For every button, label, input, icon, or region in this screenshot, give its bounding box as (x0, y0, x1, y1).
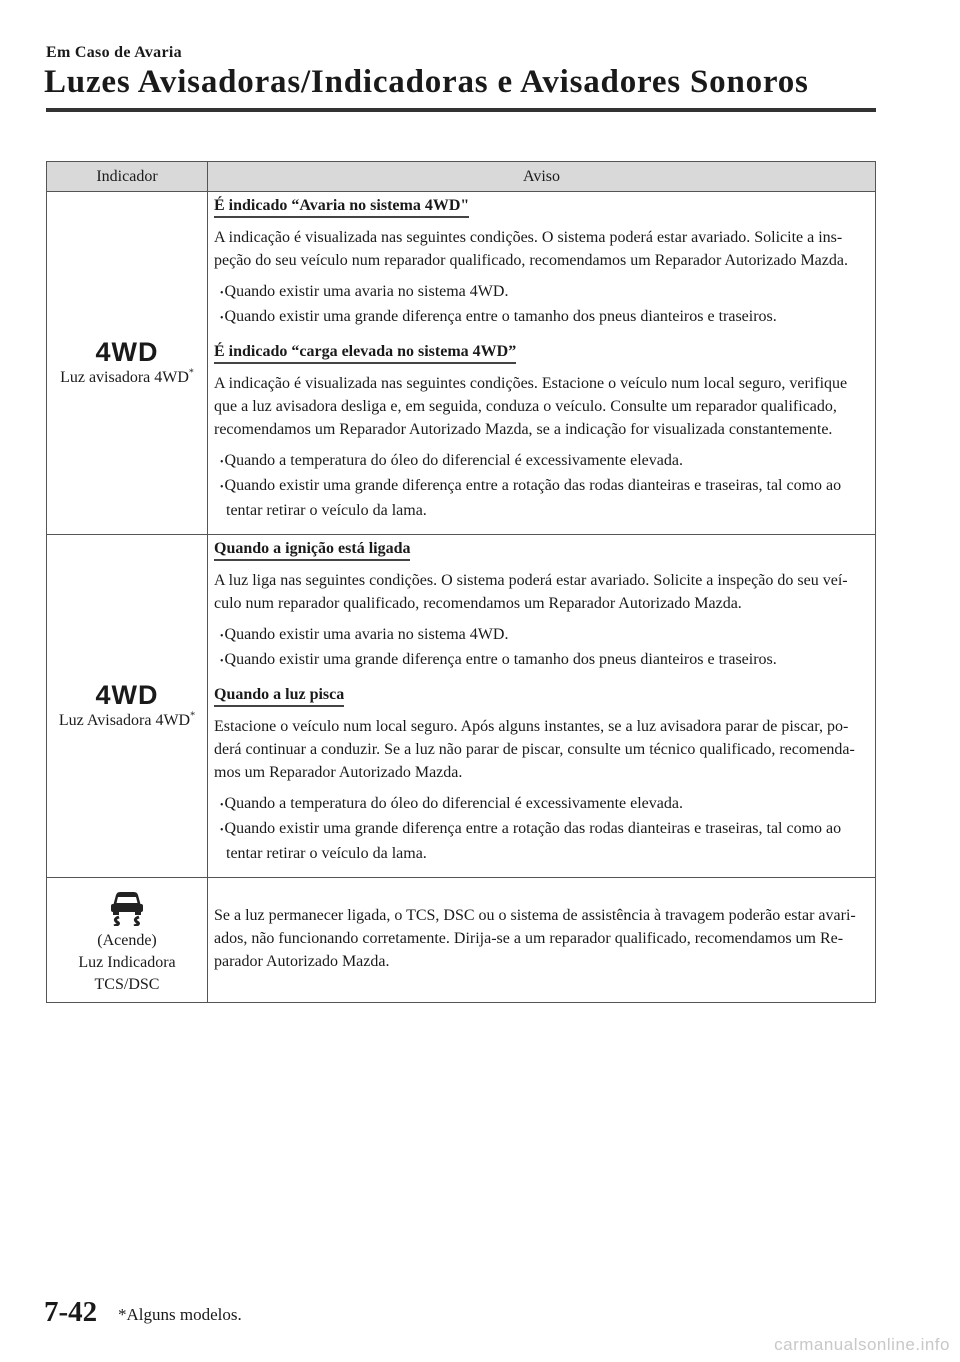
footnote: *Alguns modelos. (118, 1305, 242, 1324)
indicator-cell (47, 192, 208, 535)
paragraph: A luz liga nas seguintes condições. O sistema poderá estar avariado. Solicite a inspeção do seu veí-culo num reparador qualificado, recomendamos um Reparador Autorizado Mazda. (214, 572, 848, 612)
indicator-label-line2: TCS/DSC (94, 976, 160, 993)
paragraph: Estacione o veículo num local seguro. Após alguns instantes, se a luz avisadora parar de piscar, po-derá continuar a conduzir. Se a luz não parar de piscar, consulte um técnico qualificado, recomenda-mos um Reparador Autorizado Mazda. (214, 718, 855, 781)
warning-cell (208, 192, 876, 535)
list-item: • Quando existir uma grande diferença entre a rotação das rodas dianteiras e traseiras, tal como ao tentar retirar o veículo da lama. (220, 817, 869, 865)
indicator-label: Luz avisadora 4WD* (60, 367, 194, 386)
list-item: • Quando existir uma grande diferença entre o tamanho dos pneus dianteiros e traseiros. (220, 648, 869, 673)
4wd-warning-icon: 4WD (95, 680, 159, 710)
section-heading: É indicado “carga elevada no sistema 4WD” (214, 342, 516, 364)
indicator-cell (47, 535, 208, 878)
indicator-label: Luz Indicadora (78, 954, 176, 971)
list-item: • Quando existir uma avaria no sistema 4WD. (220, 623, 869, 648)
warning-cell (208, 878, 876, 1003)
table-row (47, 878, 876, 1003)
bullet-list (214, 792, 869, 865)
section-heading: Quando a luz pisca (214, 685, 344, 707)
paragraph: A indicação é visualizada nas seguintes condições. O sistema poderá estar avariado. Solicite a ins-peção do seu veículo num reparador qualificado, recomendamos um Reparador Autorizado Mazda. (214, 229, 848, 269)
column-header-indicator: Indicador (47, 162, 208, 192)
page-number: 7-42 (44, 1296, 98, 1328)
section-heading: É indicado “Avaria no sistema 4WD" (214, 196, 469, 218)
list-item: • Quando existir uma grande diferença entre a rotação das rodas dianteiras e traseiras, tal como ao tentar retirar o veículo da lama. (220, 474, 869, 522)
list-item: • Quando existir uma grande diferença entre o tamanho dos pneus dianteiros e traseiros. (220, 305, 869, 330)
footnote-mark: * (190, 710, 196, 722)
footnote-mark: * (188, 367, 194, 379)
paragraph: Se a luz permanecer ligada, o TCS, DSC ou o sistema de assistência à travagem poderão estar avari-ados, não funcionando corretamente. Dirija-se a um reparador qualificado, recomendamos um Re-parador Autorizado Mazda. (214, 906, 856, 970)
watermark: carmanualsonline.info (774, 1335, 950, 1354)
list-item: • Quando a temperatura do óleo do diferencial é excessivamente elevada. (220, 792, 869, 817)
table-row (47, 535, 876, 878)
bullet-list (214, 623, 869, 673)
section-label: Em Caso de Avaria (46, 44, 182, 61)
4wd-warning-icon: 4WD (95, 337, 159, 367)
list-item: • Quando existir uma avaria no sistema 4WD. (220, 280, 869, 305)
section-heading: Quando a ignição está ligada (214, 539, 410, 561)
warning-lights-table (46, 161, 876, 1003)
tcs-dsc-skid-icon (104, 886, 150, 926)
list-item: • Quando a temperatura do óleo do diferencial é excessivamente elevada. (220, 449, 869, 474)
paragraph: A indicação é visualizada nas seguintes condições. Estacione o veículo num local seguro, verifique que a luz avisadora desliga e, em seguida, conduza o veículo. Consulte um reparador qualificado, recomendamos um Reparador Autorizado Mazda, se a indicação for visualizada constantemente. (214, 375, 848, 438)
indicator-label: Luz Avisadora 4WD* (58, 710, 196, 729)
table-row (47, 192, 876, 535)
title-rule (46, 108, 876, 112)
indicator-cell (47, 878, 208, 1003)
bullet-list (214, 280, 869, 330)
warning-cell (208, 535, 876, 878)
bullet-list (214, 449, 869, 522)
page-title: Luzes Avisadoras/Indicadoras e Avisadores Sonoros (44, 64, 809, 100)
table-header-row (47, 162, 876, 192)
column-header-warning: Aviso (208, 162, 876, 192)
indicator-state: (Acende) (97, 932, 157, 949)
